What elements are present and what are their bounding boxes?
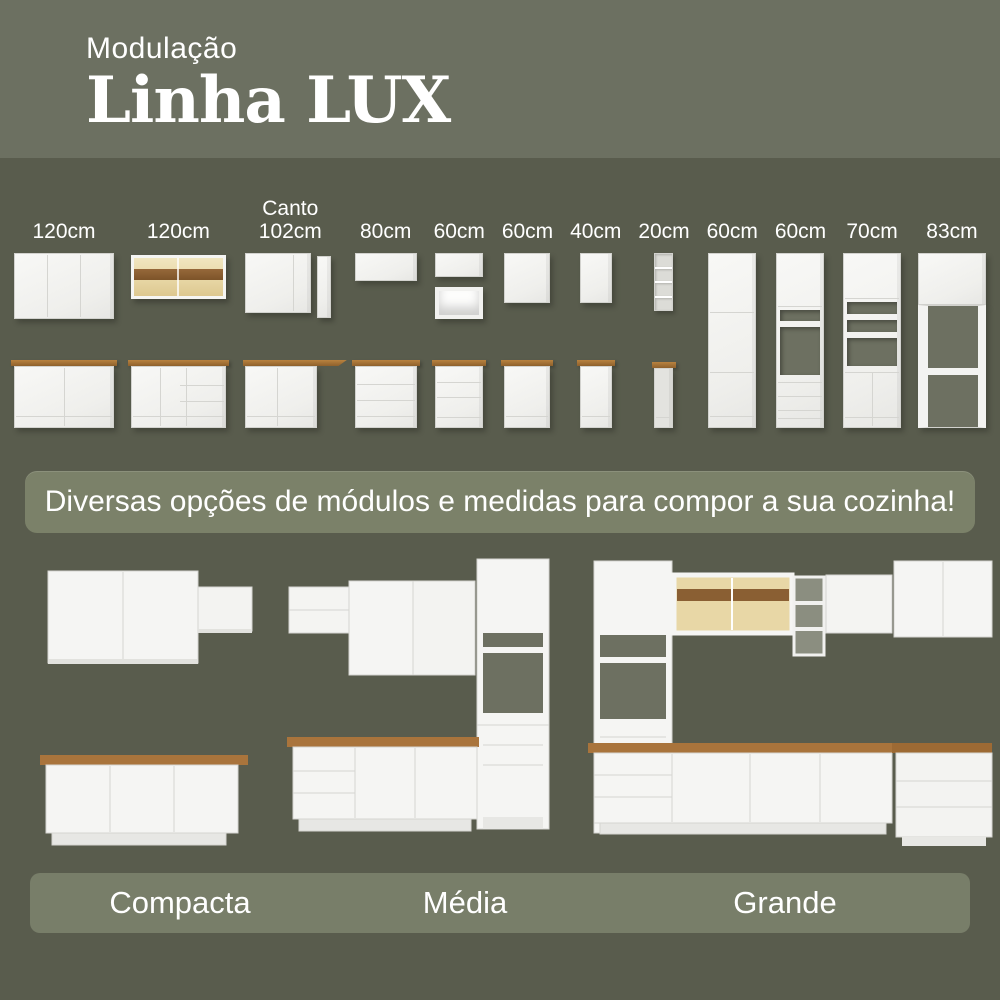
module-size-label xyxy=(707,186,758,253)
wood-countertop xyxy=(287,737,479,747)
corner-wall-side-panel xyxy=(317,256,331,318)
module-graphic-60-tall-2 xyxy=(776,253,824,428)
corner-base-cabinet xyxy=(245,366,317,428)
module-graphic-60-2 xyxy=(504,253,550,428)
door-divider xyxy=(277,368,278,426)
module-size-value: 120cm xyxy=(146,220,210,244)
banner-text: Diversas opções de módulos e medidas para compor a sua cozinha! xyxy=(44,485,956,518)
tall-shelf-tower xyxy=(843,253,901,428)
module-size-prefix: Canto xyxy=(262,196,319,220)
plinth xyxy=(902,837,986,846)
plinth-line xyxy=(357,416,415,417)
door-divider xyxy=(80,255,81,317)
narrow-open-base xyxy=(654,368,673,428)
base-cabinet-doors-drawers xyxy=(131,366,226,428)
drawer-line xyxy=(778,396,822,397)
module-size-label xyxy=(775,186,826,253)
base-cabinet-3-door xyxy=(46,765,238,833)
wood-countertop xyxy=(892,743,992,753)
grande-wall-cabinets-right xyxy=(826,561,992,637)
open-wall-niche-box xyxy=(435,287,483,319)
kitchen-compacta-illustration xyxy=(26,545,261,855)
wall-cabinet-1-door xyxy=(504,253,550,303)
media-base-cabinets xyxy=(287,737,479,831)
grande-base-run xyxy=(588,743,892,834)
module-size-label xyxy=(32,186,95,253)
module-graphic-60-tall-1 xyxy=(708,253,756,428)
microwave-niche-slot xyxy=(780,310,820,321)
drawer-line xyxy=(437,397,481,398)
drawer-line xyxy=(357,400,415,401)
module-size-value: 60cm xyxy=(501,220,554,244)
page-title: Linha LUX xyxy=(86,63,451,139)
module-size-value: 102cm xyxy=(258,220,322,244)
module-size-value: 70cm xyxy=(846,220,898,244)
legend-media: Média xyxy=(422,885,508,920)
plinth-line xyxy=(133,416,224,417)
module-graphic-40 xyxy=(580,253,612,428)
plinth xyxy=(600,823,886,834)
module-graphic-120-1 xyxy=(14,253,114,428)
open-niche xyxy=(847,338,897,366)
module-size-label xyxy=(926,186,977,253)
module-size-value: 60cm xyxy=(433,220,485,244)
wood-countertop xyxy=(588,743,892,753)
module-graphic-20 xyxy=(654,253,674,428)
base-return xyxy=(896,753,992,837)
door-divider xyxy=(186,368,187,426)
grande-glass-cabinet xyxy=(674,575,792,633)
module-size-value: 83cm xyxy=(926,220,978,244)
drawer-line xyxy=(180,401,224,402)
module-graphic-83 xyxy=(918,253,986,428)
media-wall-cabinets xyxy=(289,581,475,675)
legend-grande: Grande xyxy=(733,885,837,920)
header xyxy=(0,0,1000,158)
media-tall-tower xyxy=(477,559,549,829)
small-wall-cabinet xyxy=(198,587,252,631)
narrow-wall-cabinet xyxy=(580,253,612,303)
module-size-label xyxy=(147,186,210,253)
module-column-60-tall-2 xyxy=(775,186,826,428)
base-run xyxy=(293,747,477,819)
module-size-label xyxy=(259,186,322,253)
plinth-line xyxy=(656,417,671,418)
module-size-label xyxy=(360,186,411,253)
shelf-cell xyxy=(655,269,672,284)
compacta-wall-cabinets xyxy=(48,571,252,664)
header-kicker: Modulação xyxy=(86,32,238,66)
open-shelf-unit xyxy=(794,577,824,655)
corner-wall-cabinet xyxy=(245,253,311,313)
plinth-line xyxy=(710,416,754,417)
niche-slot xyxy=(483,633,543,647)
banner xyxy=(25,471,975,533)
plinth-line xyxy=(247,416,315,417)
base-run xyxy=(594,753,892,823)
shelf-cell xyxy=(655,283,672,298)
glass-mullion xyxy=(177,258,179,296)
plinth-line xyxy=(845,417,899,418)
open-shelf-slot xyxy=(847,302,897,314)
plinth xyxy=(299,819,471,831)
glass-door-wall-cabinet xyxy=(131,255,226,299)
tall-oven-tower xyxy=(776,253,824,428)
base-cabinet-drawer-door xyxy=(435,366,483,428)
door-divider xyxy=(293,255,294,311)
base-cabinet-2-door xyxy=(14,366,114,428)
flap-wall-cabinet xyxy=(435,253,483,277)
grande-corner-shelves xyxy=(794,577,824,655)
wall-cabinet xyxy=(413,581,475,675)
drawer-line xyxy=(778,382,822,383)
module-size-value: 80cm xyxy=(359,220,412,244)
base-cabinet-drawers xyxy=(355,366,417,428)
door-divider xyxy=(845,372,899,373)
module-column-80 xyxy=(355,186,417,428)
module-column-120-1 xyxy=(14,186,114,428)
narrow-base-cabinet xyxy=(580,366,612,428)
cabinet-bottom xyxy=(198,629,252,633)
tall-pantry-cabinet xyxy=(708,253,756,428)
kitchen-grande-illustration xyxy=(580,545,1000,855)
niche-slot xyxy=(600,635,666,657)
door-divider xyxy=(845,298,899,299)
door-divider xyxy=(778,306,822,307)
fridge-top-cabinet xyxy=(918,253,986,305)
frame-shelf xyxy=(928,368,978,375)
plinth-line xyxy=(506,416,548,417)
module-size-value: 60cm xyxy=(706,220,758,244)
module-size-value: 20cm xyxy=(638,220,690,244)
module-column-60-tall-1 xyxy=(707,186,758,428)
drawer-line xyxy=(437,382,481,383)
module-column-120-2 xyxy=(131,186,226,428)
module-graphic-60-1 xyxy=(435,253,483,428)
fridge-surround-frame xyxy=(918,305,986,428)
compacta-base-cabinet xyxy=(40,755,248,845)
module-graphic-70 xyxy=(843,253,901,428)
module-size-label xyxy=(846,186,897,253)
door-divider xyxy=(47,255,48,317)
module-column-60-1 xyxy=(434,186,485,428)
open-shelf-slot xyxy=(847,320,897,332)
cabinet-bottom xyxy=(48,659,198,664)
module-size-label xyxy=(434,186,485,253)
module-column-20 xyxy=(638,186,689,428)
module-size-label xyxy=(502,186,553,253)
module-graphic-120-2 xyxy=(131,253,226,428)
door-divider xyxy=(710,372,754,373)
plinth xyxy=(52,833,226,845)
shelf-cell xyxy=(655,254,672,269)
plinth-line xyxy=(16,416,112,417)
plinth-line xyxy=(437,417,481,418)
module-column-60-2 xyxy=(502,186,553,428)
module-column-83 xyxy=(918,186,986,428)
base-cabinet-1-door xyxy=(504,366,550,428)
plinth-line xyxy=(778,418,822,419)
shelf-cell xyxy=(655,298,672,311)
module-column-70 xyxy=(843,186,901,428)
module-size-value: 40cm xyxy=(570,220,622,244)
module-column-40 xyxy=(570,186,621,428)
oven-niche xyxy=(600,663,666,719)
drawer-line xyxy=(778,410,822,411)
open-shelf-tower xyxy=(654,253,673,311)
wall-cabinet xyxy=(826,575,892,633)
oven-niche-opening xyxy=(780,327,820,375)
oven-niche xyxy=(483,653,543,713)
grande-base-return xyxy=(892,743,992,846)
module-size-label xyxy=(638,186,689,253)
drawer-line xyxy=(180,385,224,386)
module-graphic-canto xyxy=(243,253,338,428)
legend-compacta: Compacta xyxy=(109,885,251,920)
module-column-canto-102 xyxy=(243,186,338,428)
modules-band xyxy=(0,158,1000,465)
legend-band xyxy=(30,873,970,933)
door-divider xyxy=(710,312,754,313)
door-divider xyxy=(64,368,65,426)
module-size-value: 120cm xyxy=(32,220,96,244)
door-divider xyxy=(160,368,161,426)
plinth xyxy=(483,817,543,829)
plinth-line xyxy=(582,416,610,417)
module-size-value: 60cm xyxy=(774,220,827,244)
wall-cabinet-3-door xyxy=(14,253,114,319)
module-size-label xyxy=(570,186,621,253)
drawer-line xyxy=(357,384,415,385)
short-wall-cabinet xyxy=(355,253,417,281)
module-graphic-80 xyxy=(355,253,417,428)
kitchen-media-illustration xyxy=(283,545,558,855)
kitchens-row xyxy=(26,545,1000,863)
wall-cabinet xyxy=(349,581,413,675)
